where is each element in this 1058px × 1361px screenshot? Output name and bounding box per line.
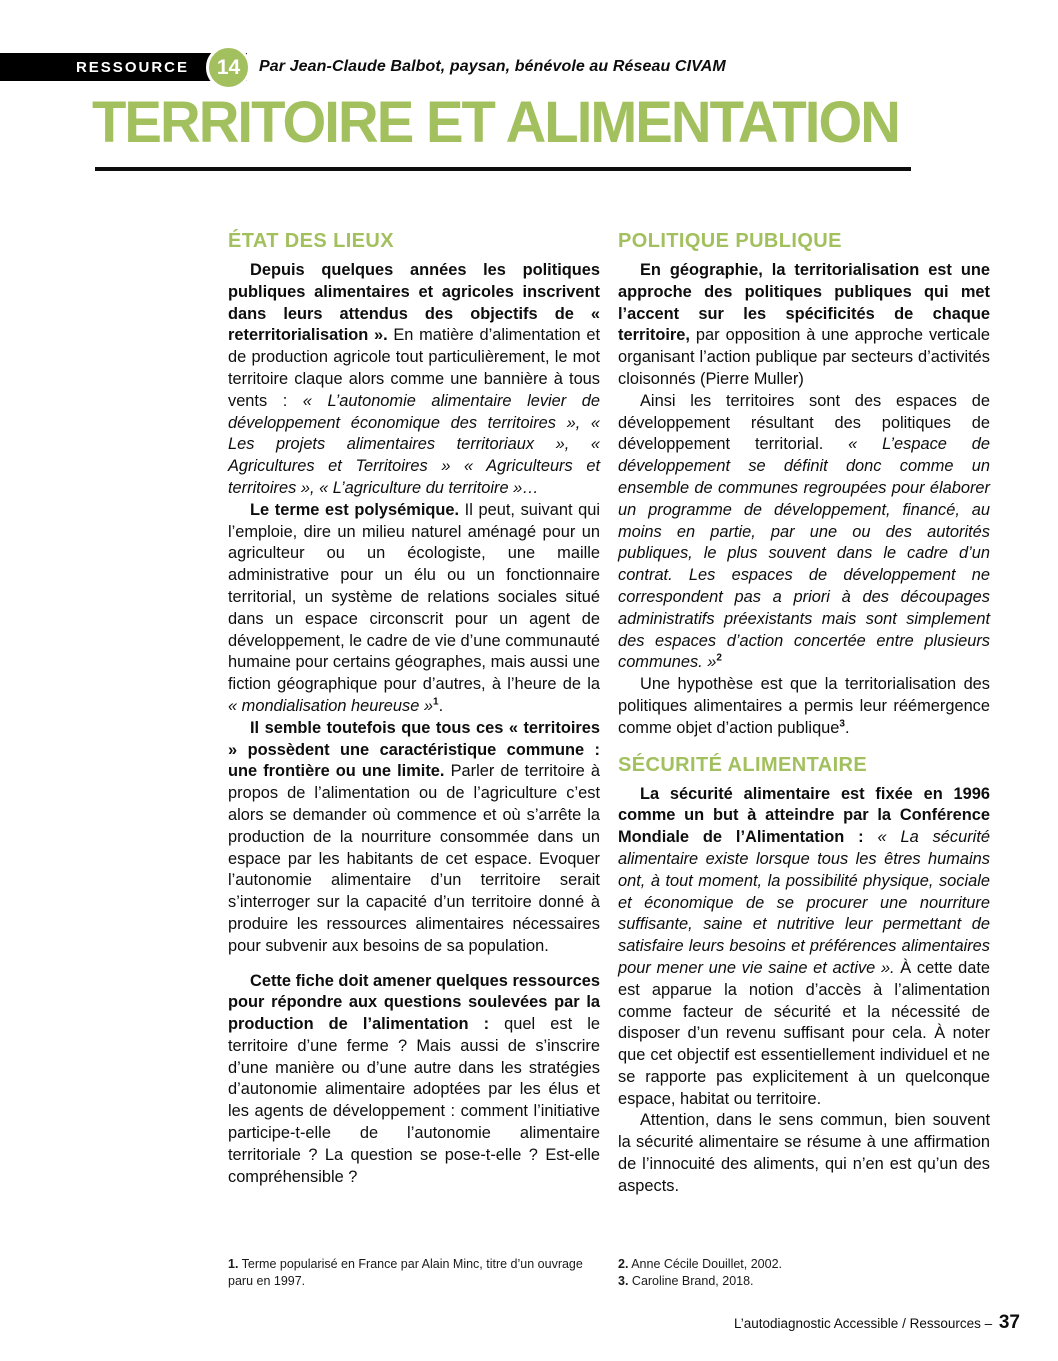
footnote-number: 3. bbox=[618, 1274, 629, 1288]
text-run: Le terme est polysémique. bbox=[250, 500, 460, 519]
text-run: Il semble toutefois que tous ces « territoires » possèdent une caractéristique commune : une frontière ou une limite. bbox=[228, 718, 600, 781]
text-run: . bbox=[438, 696, 444, 715]
text-run: quel est le territoire d’une ferme ? Mais aussi de s’inscrire d’une manière ou d’une autre dans les stratégies d’autonomie alimentaire adoptées par les élus et les agents de développement : comment l’initiative participe-t-elle de l’autonomie alimentaire territoriale ? La question se pose-t-elle ? Est-elle compréhensible ? bbox=[228, 1015, 600, 1186]
ressource-number-badge bbox=[206, 45, 251, 90]
footnote-ref-2: 2 bbox=[716, 652, 722, 664]
footnote-2 bbox=[618, 1256, 990, 1273]
page-footer bbox=[734, 1312, 1020, 1334]
section-heading-securite-alimentaire: SÉCURITÉ ALIMENTAIRE bbox=[618, 753, 868, 776]
text-run: Il peut, suivant qui l’emploie, dire un milieu naturel aménagé pour un agriculteur ou un écologiste, une maille administrative pour un élu ou un fonctionnaire territorial, un système de relations sociales situé dans un espace circonscrit pour un agent de développement, le cadre de vie d’une communauté humaine pour certains géographes, mais aussi une fiction géographique pour d’autres, à l’heure de la bbox=[228, 500, 600, 694]
footnote-text: Terme popularisé en France par Alain Minc, titre d’un ouvrage paru en 1997. bbox=[228, 1257, 583, 1288]
text-run: . bbox=[844, 718, 850, 737]
paragraph bbox=[228, 260, 600, 500]
text-run: « L’autonomie alimentaire levier de développement économique des territoires », « Les projets alimentaires territoriaux », « Agricultures et Territoires » « Agriculteurs et territoires », « L’agriculture du territoire »… bbox=[228, 391, 600, 497]
paragraph bbox=[228, 500, 600, 718]
byline: Par Jean-Claude Balbot, paysan, bénévole au Réseau CIVAM bbox=[259, 58, 726, 75]
text-run: Attention, dans le sens commun, bien souvent la sécurité alimentaire se résume à une affirmation de l’innocuité des aliments, qui n’en est qu’un des aspects. bbox=[618, 1111, 990, 1195]
page-title: TERRITOIRE ET ALIMENTATION bbox=[92, 90, 899, 155]
title-rule bbox=[95, 167, 911, 171]
text-run: La sécurité alimentaire est fixée en 1996 comme un but à atteindre par la Conférence Mondiale de l’Alimentation : bbox=[618, 784, 990, 847]
ressource-label: RESSOURCE bbox=[75, 58, 189, 76]
text-run: En matière d’alimentation et de production agricole tout particulièrement, le mot territoire claque alors comme une bannière à tous vents : bbox=[228, 326, 600, 410]
footnotes-left bbox=[228, 1256, 600, 1290]
ressource-number: 14 bbox=[216, 55, 241, 79]
paragraph bbox=[618, 391, 990, 674]
right-column bbox=[618, 230, 990, 1198]
footnote-text: Anne Cécile Douillet, 2002. bbox=[628, 1257, 783, 1271]
text-run: Cette fiche doit amener quelques ressources pour répondre aux questions soulevées par la production de l’alimentation : bbox=[228, 971, 600, 1034]
footnote-number: 1. bbox=[228, 1257, 239, 1271]
text-run: En géographie, la territorialisation est une approche des politiques publiques qui met l’accent sur les spécificités de chaque territoire, bbox=[618, 261, 990, 345]
text-run: Parler de territoire à propos de l’alimentation ou de l’agriculture c’est alors se demander où commence et où s’arrête la production de la nourriture consommée dans un espace par les habitants de cet espace. Evoquer l’autonomie alimentaire d’un territoire serait s’interroger sur la capacité d’un territoire donné à produire les ressources alimentaires nécessaires pour subvenir aux besoins de sa population. bbox=[228, 762, 600, 955]
text-run: « L’espace de développement se définit donc comme un ensemble de communes regroupées pour élaborer un programme de développement, financé, au moins en partie, par une ou des autorités publiques, le plus souvent dans le cadre d’un contrat. Les espaces de développement ne correspondent pas a priori à des découpages administratifs préexistants mais sont simplement des espaces d’action concertée entre plusieurs communes. » bbox=[618, 435, 990, 672]
paragraph bbox=[618, 1110, 990, 1197]
text-run: « mondialisation heureuse » bbox=[228, 696, 434, 715]
text-run: Ainsi les territoires sont des espaces de développement résultant des politiques de développement territorial. bbox=[618, 391, 990, 454]
footnote-1 bbox=[228, 1256, 600, 1290]
text-run: Depuis quelques années les politiques publiques alimentaires et agricoles inscrivent dans leurs attendus des objectifs de « reterritorialisation ». bbox=[228, 261, 600, 345]
paragraph bbox=[618, 784, 990, 1111]
paragraph bbox=[228, 971, 600, 1189]
footnote-number: 2. bbox=[618, 1257, 629, 1271]
footnote-3 bbox=[618, 1273, 990, 1290]
section-heading-politique-publique: POLITIQUE PUBLIQUE bbox=[618, 230, 842, 252]
left-column bbox=[228, 230, 600, 1188]
paragraph bbox=[618, 260, 990, 391]
text-run: « La sécurité alimentaire existe lorsque tous les êtres humains ont, à tout moment, la possibilité physique, sociale et économique de se procurer une nourriture suffisante, saine et nutritive leur permettant de satisfaire leurs besoins et préférences alimentaires pour mener une vie saine et active ». bbox=[618, 828, 990, 977]
footer-text: L’autodiagnostic Accessible / Ressources – bbox=[733, 1316, 996, 1331]
section-heading-etat-des-lieux: ÉTAT DES LIEUX bbox=[228, 230, 394, 252]
text-run: par opposition à une approche verticale organisant l’action publique par secteurs d’activités cloisonnés (Pierre Muller) bbox=[618, 326, 990, 388]
footer-page-number: 37 bbox=[998, 1312, 1020, 1333]
footnote-ref-3: 3 bbox=[839, 718, 845, 730]
footnote-text: Caroline Brand, 2018. bbox=[628, 1274, 754, 1288]
footnotes-right bbox=[618, 1256, 990, 1290]
paragraph bbox=[228, 718, 600, 958]
paragraph bbox=[618, 674, 990, 739]
text-run: À cette date est apparue la notion d’accès à l’alimentation comme facteur de sécurité et la nécessité de disposer d’un revenu suffisant pour cela. À noter que cet objectif est essentiellement individuel et ne se rapporte pas explicitement à un quelconque espace, habitat ou territoire. bbox=[618, 958, 991, 1108]
footnote-ref-1: 1 bbox=[433, 696, 439, 708]
text-run: Une hypothèse est que la territorialisation des politiques alimentaires a permis leur réémergence comme objet d’action publique bbox=[618, 675, 990, 737]
